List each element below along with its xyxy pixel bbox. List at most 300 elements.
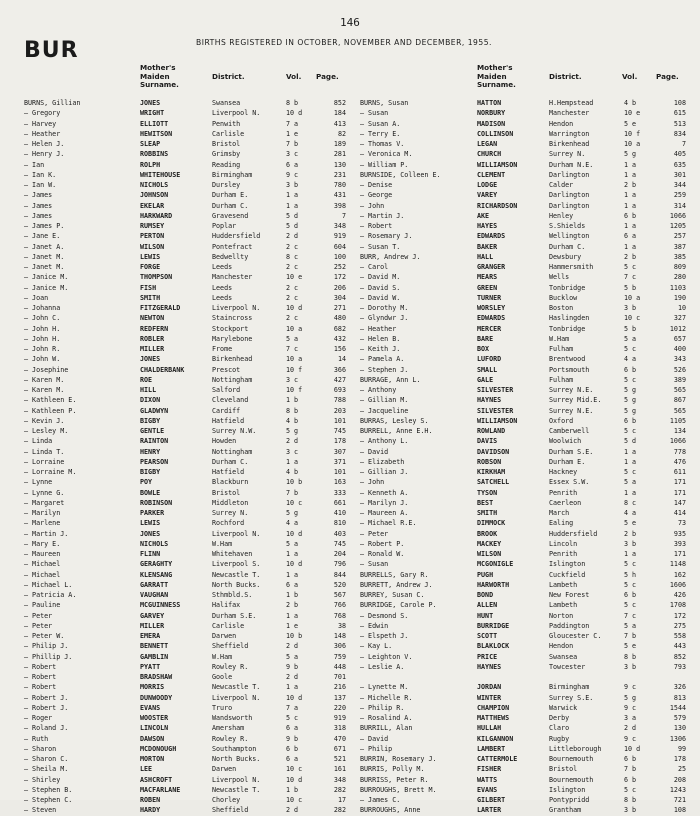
district: New Forest — [549, 591, 590, 599]
page-header: Page. — [656, 72, 679, 81]
child-name: — Lesley M. — [24, 427, 69, 435]
page-ref: 768 — [333, 611, 346, 620]
maiden-surname: SMALL — [477, 365, 498, 374]
volume: 5 g — [624, 693, 637, 702]
page-ref: 271 — [333, 304, 346, 312]
register-entry — [360, 242, 686, 252]
district: Sheffield — [212, 806, 249, 815]
volume: 2 d — [286, 673, 299, 681]
district: Rugby — [549, 734, 570, 743]
volume: 1 a — [624, 550, 637, 558]
maiden-surname: BEST — [477, 498, 494, 507]
child-name: BURRIS, Polly M. — [360, 765, 425, 774]
district: Durham S.E. — [212, 611, 257, 620]
register-entry — [24, 129, 346, 139]
district: Darwen — [212, 765, 237, 774]
volume: 5 a — [624, 621, 637, 630]
register-entry — [24, 631, 346, 641]
register-entry — [360, 754, 686, 764]
volume: 10 a — [624, 293, 641, 302]
maiden-surname: HEWITSON — [140, 129, 173, 138]
district: Stockport — [212, 324, 249, 333]
child-name: BURRILL, Alan — [360, 724, 413, 733]
district: Rowley R. — [212, 662, 249, 671]
page-ref: 766 — [333, 601, 346, 610]
register-entry — [24, 559, 346, 569]
page-ref: 1306 — [669, 734, 686, 743]
page-ref: 558 — [673, 632, 686, 640]
child-name: — Mary E. — [24, 539, 61, 548]
district: Pontefract — [212, 242, 253, 251]
register-entry — [24, 375, 346, 385]
register-entry — [24, 334, 346, 344]
register-entry — [24, 262, 346, 272]
volume: 1 e — [286, 621, 299, 630]
district: Liverpool N. — [212, 529, 261, 538]
maiden-surname: PARKER — [140, 509, 165, 517]
volume: 10 d — [286, 529, 303, 538]
maiden-surname: LODGE — [477, 181, 498, 189]
volume: 10 e — [624, 109, 641, 118]
child-name: — Gregory — [24, 109, 61, 118]
page-ref: 208 — [673, 775, 686, 784]
maiden-surname: TURNER — [477, 293, 502, 302]
register-entry — [24, 119, 346, 129]
maiden-surname: SCOTT — [477, 632, 498, 640]
maiden-surname: BENNETT — [140, 642, 169, 651]
child-name: BURROUGHS, Anne — [360, 806, 421, 815]
child-name: — Terry E. — [360, 129, 401, 138]
district: Nottingham — [212, 375, 253, 384]
register-entry — [360, 611, 686, 621]
maiden-surname: JOHNSON — [140, 191, 169, 200]
volume: 1 a — [286, 611, 299, 620]
register-entry — [360, 621, 686, 631]
page-ref: 304 — [333, 293, 346, 302]
page-ref: 1105 — [669, 416, 686, 425]
register-entry — [360, 549, 686, 559]
maiden-surname: WRIGHT — [140, 109, 165, 118]
child-name: — Peter — [24, 621, 53, 630]
register-entry — [24, 580, 346, 590]
register-entry — [24, 529, 346, 539]
register-entry — [360, 375, 686, 385]
maiden-surname: SLEAP — [140, 140, 161, 148]
child-name: — Peter W. — [24, 632, 65, 640]
maiden-surname: FITZGERALD — [140, 304, 181, 312]
child-name: — Robert — [360, 222, 393, 230]
register-entry — [24, 693, 346, 703]
district: H.Hempstead — [549, 99, 594, 107]
district: Staincross — [212, 314, 253, 323]
page-ref: 326 — [673, 683, 686, 692]
page-ref: 161 — [333, 765, 346, 774]
maiden-surname: SILVESTER — [477, 406, 514, 415]
district: Sheffield — [212, 642, 249, 651]
child-name: — John R. — [24, 345, 61, 353]
volume: 5 c — [624, 263, 637, 271]
register-entry — [360, 590, 686, 600]
register-entry — [24, 395, 346, 405]
district: Durham C. — [549, 242, 586, 251]
register-entry — [24, 744, 346, 754]
register-entry — [24, 344, 346, 354]
register-entry — [360, 713, 686, 723]
maiden-surname: HARDY — [140, 806, 161, 815]
register-entry — [360, 672, 686, 682]
register-entry — [360, 693, 686, 703]
register-entry — [24, 754, 346, 764]
district: Cuckfield — [549, 570, 586, 579]
register-entry — [360, 795, 686, 805]
page-ref: 130 — [673, 724, 686, 733]
district: Halifax — [212, 601, 241, 610]
district: Prescot — [212, 365, 241, 374]
maiden-surname: NICHOLS — [140, 539, 169, 548]
maiden-surname: LARTER — [477, 806, 502, 815]
maiden-surname: DIMMOCK — [477, 519, 506, 528]
district: Cleveland — [212, 396, 249, 405]
maiden-surname: MATTHEWS — [477, 714, 510, 722]
district: Newcastle T. — [212, 570, 261, 579]
volume: 4 b — [624, 99, 637, 107]
child-name: — John — [360, 201, 385, 210]
child-name: — Ruth — [24, 734, 49, 743]
register-entry — [360, 119, 686, 129]
page-ref: 171 — [673, 550, 686, 558]
register-entry — [360, 272, 686, 282]
maiden-surname: RICHARDSON — [477, 201, 518, 210]
maiden-surname: EDWARDS — [477, 314, 506, 323]
maiden-surname: CLEMENT — [477, 170, 506, 179]
child-name: — Janice M. — [24, 283, 69, 292]
register-entry — [24, 354, 346, 364]
district: Oxford — [549, 416, 574, 425]
maiden-surname: CATTERMOLE — [477, 755, 518, 763]
district: Swansea — [549, 652, 578, 661]
child-name: BURRELL, Anne E.H. — [360, 427, 433, 435]
maiden-surname: MORTON — [140, 755, 165, 763]
maiden-surname: LINCOLN — [140, 724, 169, 733]
maiden-surname: WILSON — [477, 550, 502, 558]
child-name: — Sharon C. — [24, 755, 69, 763]
child-name: — John C. — [24, 314, 61, 323]
child-name: — Ronald W. — [360, 550, 405, 558]
volume: 2 b — [286, 601, 299, 610]
volume: 2 c — [286, 314, 299, 323]
register-entry — [24, 283, 346, 293]
volume: 10 a — [286, 355, 303, 364]
district: Birmingham — [549, 683, 590, 692]
child-name: BURRAS, Lesley S. — [360, 416, 429, 425]
maiden-surname: COLLINSON — [477, 129, 514, 138]
district: Hatfield — [212, 468, 245, 476]
maiden-surname: DIXON — [140, 396, 161, 405]
child-name: — Philip R. — [360, 703, 405, 712]
volume: 6 a — [286, 724, 299, 733]
page-ref: 389 — [673, 375, 686, 384]
volume: 5 a — [624, 478, 637, 487]
district: Portsmouth — [549, 365, 590, 374]
right-column-header — [360, 58, 686, 98]
child-name: BURROUGHS, Brett M. — [360, 785, 437, 794]
volume: 1 a — [624, 160, 637, 169]
child-name: — Margaret — [24, 498, 65, 507]
page-ref: 130 — [333, 160, 346, 169]
volume: 5 d — [624, 437, 637, 446]
child-name: — Gillian J. — [360, 468, 409, 476]
volume: 1 a — [286, 201, 299, 210]
register-entry — [24, 652, 346, 662]
child-name: — Peter — [360, 529, 389, 538]
page-ref: 257 — [673, 232, 686, 241]
volume: 5 a — [286, 539, 299, 548]
maiden-surname: GERAGHTY — [140, 560, 173, 569]
register-entry — [24, 641, 346, 651]
volume: 5 c — [286, 714, 299, 722]
child-name: — James — [24, 191, 53, 200]
register-entry — [24, 457, 346, 467]
register-entry — [360, 344, 686, 354]
child-name: BURRAGE, Ann L. — [360, 375, 421, 384]
child-name: — Martin J. — [360, 211, 405, 220]
maiden-surname: MEARS — [477, 273, 498, 282]
maiden-surname: RUMSEY — [140, 222, 165, 230]
volume: 10 d — [286, 693, 303, 702]
register-entry — [360, 149, 686, 159]
district: Bristol — [212, 140, 241, 148]
district: Liverpool N. — [212, 109, 261, 118]
district: Calder — [549, 181, 574, 189]
district: Salford — [212, 386, 241, 394]
register-entry — [24, 590, 346, 600]
child-name: — Desmond S. — [360, 611, 409, 620]
register-entry — [24, 734, 346, 744]
volume: 1 a — [624, 488, 637, 497]
maiden-surname: LEE — [140, 765, 153, 774]
register-entry — [360, 723, 686, 733]
maiden-surname: KLENSANG — [140, 570, 173, 579]
maiden-surname: BAKER — [477, 242, 498, 251]
page-ref: 17 — [337, 796, 346, 804]
maiden-surname: SATCHELL — [477, 478, 510, 487]
district: Durham E. — [549, 457, 586, 466]
volume: 1 a — [286, 683, 299, 692]
maiden-surname: HAYES — [477, 222, 498, 230]
district: W.Ham — [212, 652, 233, 661]
register-entry — [360, 631, 686, 641]
register-entry — [360, 395, 686, 405]
page-ref: 10 — [677, 304, 686, 312]
child-name: — Martin J. — [24, 529, 69, 538]
district: Truro — [212, 703, 233, 712]
district: Darwen — [212, 632, 237, 640]
volume: 1 a — [286, 457, 299, 466]
district: Boston — [549, 304, 574, 312]
page-ref: 280 — [673, 273, 686, 282]
register-entry — [24, 498, 346, 508]
district: Durham E. — [212, 191, 249, 200]
volume: 5 c — [624, 375, 637, 384]
child-name: — Lynette M. — [360, 683, 409, 692]
register-entry — [360, 703, 686, 713]
page-ref: 426 — [673, 591, 686, 599]
maiden-surname: WATTS — [477, 775, 498, 784]
register-entry — [360, 447, 686, 457]
page-ref: 314 — [673, 201, 686, 210]
register-entry — [360, 559, 686, 569]
volume: 6 a — [624, 232, 637, 241]
page-number: 146 — [340, 16, 360, 29]
register-entry — [24, 293, 346, 303]
maiden-surname: LEGAN — [477, 140, 498, 148]
child-name: — David M. — [360, 273, 401, 282]
volume: 1 e — [286, 129, 299, 138]
maiden-surname: WORSLEY — [477, 304, 506, 312]
child-name: BURRETT, Andrew J. — [360, 580, 433, 589]
register-entry — [360, 580, 686, 590]
maiden-surname: NEWTON — [140, 314, 165, 323]
page-ref: 1606 — [669, 580, 686, 589]
child-name: — Susan T. — [360, 242, 401, 251]
page-ref: 852 — [673, 652, 686, 661]
maiden-surname: JORDAN — [477, 683, 502, 692]
page-ref: 162 — [673, 570, 686, 579]
maiden-surname: BOND — [477, 591, 494, 599]
district: W.Ham — [549, 334, 570, 343]
register-title: BIRTHS REGISTERED IN OCTOBER, NOVEMBER AND DECEMBER, 1955. — [196, 38, 492, 47]
maiden-surname: WHITEHOUSE — [140, 170, 181, 179]
page-ref: 231 — [333, 170, 346, 179]
register-entry — [360, 775, 686, 785]
district: Liverpool N. — [212, 693, 261, 702]
maiden-surname: FISH — [140, 283, 157, 292]
maiden-surname: ROBLER — [140, 334, 165, 343]
maiden-surname: MCGUINNESS — [140, 601, 181, 610]
page-ref: 73 — [677, 519, 686, 528]
child-name: — Heather — [24, 129, 61, 138]
district: Gloucester C. — [549, 632, 602, 640]
volume: 10 c — [286, 498, 303, 507]
child-name: — Peter — [24, 611, 53, 620]
page-ref: 101 — [333, 468, 346, 476]
district: Surrey N.E. — [549, 386, 594, 394]
child-name: — Stephen B. — [24, 785, 73, 794]
volume: 6 b — [286, 744, 299, 753]
page-ref: 413 — [333, 119, 346, 128]
volume: 8 b — [624, 796, 637, 804]
district: Newcastle T. — [212, 785, 261, 794]
maiden-surname: EKELAR — [140, 201, 165, 210]
page-ref: 1544 — [669, 703, 686, 712]
volume: 2 b — [624, 529, 637, 538]
child-name: — Steven — [24, 806, 57, 815]
district: Leeds — [212, 293, 233, 302]
left-column — [24, 58, 346, 816]
volume: 5 a — [624, 334, 637, 343]
district: Huddersfield — [212, 232, 261, 241]
child-name: — Elspeth J. — [360, 632, 409, 640]
maiden-surname: SILVESTER — [477, 386, 514, 394]
child-name: BURRIDGE, Carole P. — [360, 601, 437, 610]
register-entry — [24, 426, 346, 436]
child-name: — Stephen J. — [360, 365, 409, 374]
page-header: Page. — [316, 72, 339, 81]
register-entry — [360, 477, 686, 487]
volume: 7 a — [286, 703, 299, 712]
page-ref: 99 — [677, 744, 686, 753]
maiden-surname: BOX — [477, 345, 490, 353]
register-entry — [24, 180, 346, 190]
child-name: — Robert J. — [24, 693, 69, 702]
right-entries — [360, 98, 686, 816]
volume: 5 c — [624, 785, 637, 794]
maiden-surname: MCDONOUGH — [140, 744, 177, 753]
district: Reading — [212, 160, 241, 169]
child-name: — Heather — [360, 324, 397, 333]
register-entry — [360, 129, 686, 139]
maiden-surname: WILSON — [140, 242, 165, 251]
district: Carlisle — [212, 621, 245, 630]
district: Liverpool S. — [212, 560, 261, 569]
page-ref: 414 — [673, 509, 686, 517]
register-entry — [24, 795, 346, 805]
volume: 10 d — [286, 775, 303, 784]
volume: 1 b — [286, 785, 299, 794]
district: North Bucks. — [212, 580, 261, 589]
child-name: — Susan — [360, 560, 389, 569]
volume: 7 b — [286, 488, 299, 497]
maiden-surname: FLINN — [140, 550, 161, 558]
maiden-surname: BIGBY — [140, 468, 161, 476]
maiden-surname: HAYNES — [477, 662, 502, 671]
maiden-surname: CHAMPION — [477, 703, 510, 712]
maiden-surname: VAREY — [477, 191, 498, 200]
district: Ealing — [549, 519, 574, 528]
maiden-surname: GLADWYN — [140, 406, 169, 415]
register-entry — [360, 457, 686, 467]
register-entry — [24, 231, 346, 241]
register-entry — [360, 662, 686, 672]
district: Goole — [212, 673, 233, 681]
page-ref: 184 — [333, 109, 346, 118]
maiden-surname: LUFORD — [477, 355, 502, 364]
volume: 7 c — [624, 611, 637, 620]
page-ref: 682 — [333, 324, 346, 333]
district: Pontypridd — [549, 796, 590, 804]
register-entry — [360, 313, 686, 323]
page-ref: 38 — [337, 621, 346, 630]
maiden-surname: GAMBLIN — [140, 652, 169, 661]
child-name: — Linda T. — [24, 447, 65, 456]
child-name: — Kay L. — [360, 642, 393, 651]
register-entry — [360, 416, 686, 426]
district: Darlington — [549, 170, 590, 179]
child-name: BURRELLS, Gary R. — [360, 570, 429, 579]
district: Durham C. — [212, 201, 249, 210]
volume: 10 d — [624, 744, 641, 753]
volume: 7 c — [286, 345, 299, 353]
page-ref: 259 — [673, 191, 686, 200]
district: Surrey N.E. — [549, 406, 594, 415]
maiden-surname: PYATT — [140, 662, 161, 671]
maiden-surname: MACFARLANE — [140, 785, 181, 794]
page-ref: 745 — [333, 427, 346, 435]
maiden-surname: POY — [140, 478, 153, 487]
volume: 8 c — [624, 498, 637, 507]
child-name: — Michael — [24, 560, 61, 569]
page-ref: 281 — [333, 150, 346, 159]
